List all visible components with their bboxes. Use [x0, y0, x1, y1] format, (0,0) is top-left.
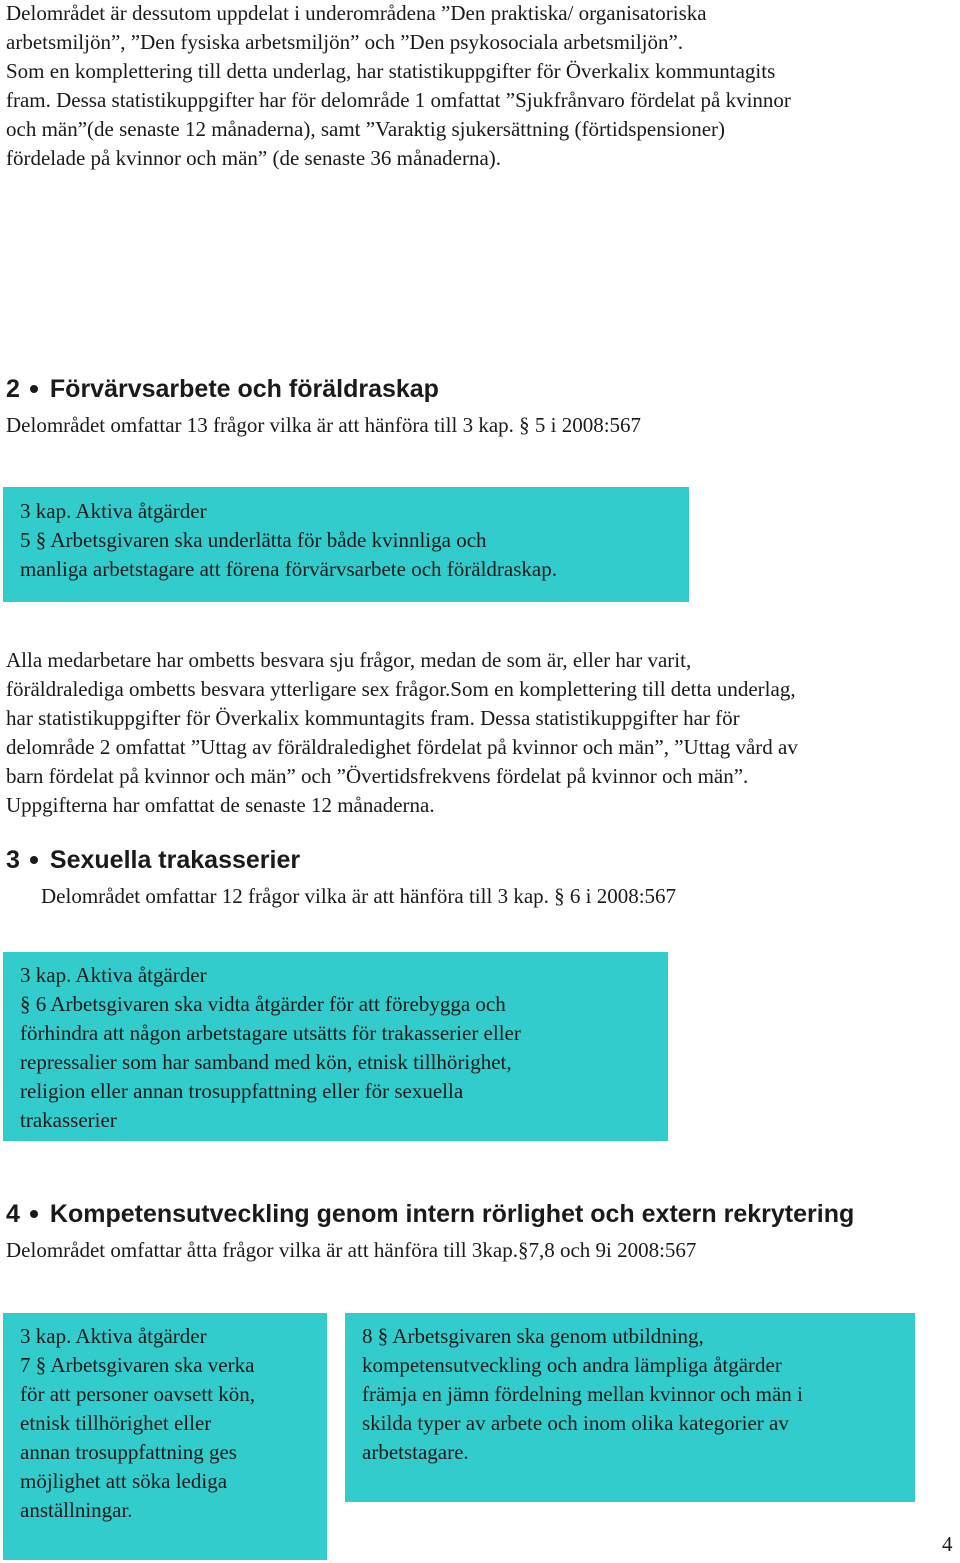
section-2-heading — [6, 375, 439, 404]
paragraph-line: delområde 2 omfattat ”Uttag av föräldraledighet fördelat på kvinnor och män”, ”Uttag vård av — [6, 735, 798, 759]
box-heading: 3 kap. Aktiva åtgärder — [20, 963, 207, 987]
section-4-heading — [6, 1200, 854, 1229]
box-line: repressalier som har samband med kön, etnisk tillhörighet, — [20, 1050, 512, 1074]
paragraph-line: fördelade på kvinnor och män” (de senaste 36 månaderna). — [6, 146, 502, 170]
section-number: 2 — [6, 375, 20, 403]
box-line: möjlighet att söka lediga — [20, 1469, 228, 1493]
box-heading: 3 kap. Aktiva åtgärder — [20, 1324, 207, 1348]
section-title: Sexuella trakasserier — [49, 846, 301, 874]
box-line: 5 § Arbetsgivaren ska underlätta för både kvinnliga och — [20, 528, 487, 552]
intro-paragraph — [6, 0, 791, 173]
section-title: Kompetensutveckling genom intern rörlighet och extern rekrytering — [49, 1200, 855, 1228]
paragraph-line: föräldralediga ombetts besvara ytterligare sex frågor.Som en komplettering till detta underlag, — [6, 677, 796, 701]
box-line: arbetstagare. — [362, 1440, 469, 1464]
section-4-intro: Delområdet omfattar åtta frågor vilka är att hänföra till 3kap.§7,8 och 9i 2008:567 — [6, 1238, 697, 1262]
box-line: etnisk tillhörighet eller — [20, 1411, 212, 1435]
section-2-body — [6, 646, 798, 820]
box-heading: 3 kap. Aktiva åtgärder — [20, 499, 207, 523]
paragraph-line: fram. Dessa statistikuppgifter har för delområde 1 omfattat ”Sjukfrånvaro fördelat på kvinnor — [6, 88, 791, 112]
bullet-icon — [30, 385, 38, 393]
box-line: religion eller annan trosuppfattning eller för sexuella — [20, 1079, 464, 1103]
box-line: anställningar. — [20, 1498, 133, 1522]
paragraph-line: Delområdet är dessutom uppdelat i underområdena ”Den praktiska/ organisatoriska — [6, 1, 707, 25]
bullet-icon — [30, 1210, 38, 1218]
law-excerpt-box-left — [3, 1313, 327, 1560]
section-number: 3 — [6, 846, 20, 874]
box-line: förhindra att någon arbetstagare utsätts för trakasserier eller — [20, 1021, 521, 1045]
box-line: 8 § Arbetsgivaren ska genom utbildning, — [362, 1324, 704, 1348]
paragraph-line: arbetsmiljön”, ”Den fysiska arbetsmiljön” och ”Den psykosociala arbetsmiljön”. — [6, 30, 684, 54]
bullet-icon — [30, 856, 38, 864]
section-number: 4 — [6, 1200, 20, 1228]
box-line: manliga arbetstagare att förena förvärvsarbete och föräldraskap. — [20, 557, 557, 581]
paragraph-line: barn fördelat på kvinnor och män” och ”Övertidsfrekvens fördelat på kvinnor och män”. — [6, 764, 749, 788]
box-line: för att personer oavsett kön, — [20, 1382, 256, 1406]
section-3-intro: Delområdet omfattar 12 frågor vilka är att hänföra till 3 kap. § 6 i 2008:567 — [41, 884, 677, 908]
law-excerpt-box — [3, 487, 689, 602]
section-2-intro: Delområdet omfattar 13 frågor vilka är att hänföra till 3 kap. § 5 i 2008:567 — [6, 413, 642, 437]
box-line: skilda typer av arbete och inom olika kategorier av — [362, 1411, 789, 1435]
law-excerpt-box — [3, 952, 668, 1141]
box-line: annan trosuppfattning ges — [20, 1440, 237, 1464]
box-line: § 6 Arbetsgivaren ska vidta åtgärder för att förebygga och — [20, 992, 506, 1016]
box-line: trakasserier — [20, 1108, 117, 1132]
box-line: främja en jämn fördelning mellan kvinnor och män i — [362, 1382, 803, 1406]
paragraph-line: och män”(de senaste 12 månaderna), samt ”Varaktig sjukersättning (förtidspensioner) — [6, 117, 726, 141]
paragraph-line: Uppgifterna har omfattat de senaste 12 månaderna. — [6, 793, 435, 817]
paragraph-line: har statistikuppgifter för Överkalix kommuntagits fram. Dessa statistikuppgifter har för — [6, 706, 740, 730]
page-number: 4 — [942, 1532, 953, 1556]
section-3-heading — [6, 846, 300, 875]
box-line: kompetensutveckling och andra lämpliga åtgärder — [362, 1353, 782, 1377]
paragraph-line: Alla medarbetare har ombetts besvara sju frågor, medan de som är, eller har varit, — [6, 648, 692, 672]
law-excerpt-box-right — [345, 1313, 915, 1502]
box-line: 7 § Arbetsgivaren ska verka — [20, 1353, 255, 1377]
section-title: Förvärvsarbete och föräldraskap — [49, 375, 439, 403]
paragraph-line: Som en komplettering till detta underlag, har statistikuppgifter för Överkalix kommuntagits — [6, 59, 776, 83]
